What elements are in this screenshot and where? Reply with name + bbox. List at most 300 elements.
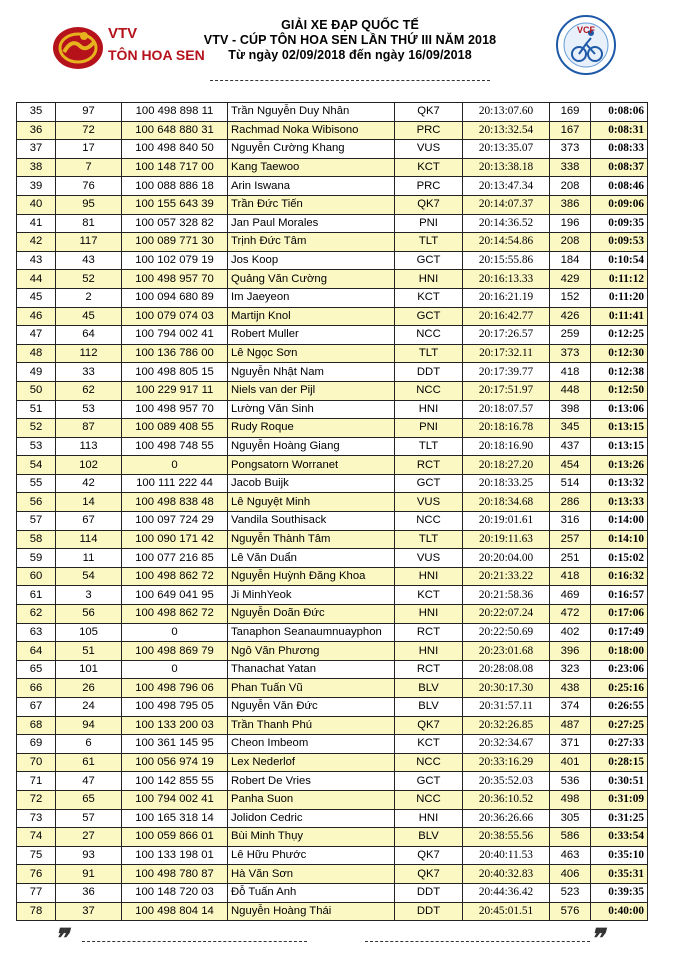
cell-rank: 53 xyxy=(17,437,56,456)
cell-gap: 0:10:54 xyxy=(591,251,648,270)
cell-time: 20:45:01.51 xyxy=(463,902,550,921)
cell-bib: 93 xyxy=(56,846,122,865)
cell-team: KCT xyxy=(395,735,463,754)
cell-bib: 72 xyxy=(56,121,122,140)
cell-team: DDT xyxy=(395,902,463,921)
cell-bib: 7 xyxy=(56,158,122,177)
cell-time: 20:17:26.57 xyxy=(463,326,550,345)
cell-time: 20:36:10.52 xyxy=(463,790,550,809)
cell-rank: 68 xyxy=(17,716,56,735)
cell-gap: 0:30:51 xyxy=(591,772,648,791)
table-row xyxy=(17,363,648,382)
cell-name: Trần Thanh Phú xyxy=(228,716,395,735)
cell-bib: 24 xyxy=(56,698,122,717)
cell-bib: 62 xyxy=(56,381,122,400)
cell-time: 20:13:32.54 xyxy=(463,121,550,140)
cell-gap: 0:17:49 xyxy=(591,623,648,642)
cell-rank: 61 xyxy=(17,586,56,605)
cell-uci: 100 498 957 70 xyxy=(122,400,228,419)
table-row xyxy=(17,288,648,307)
table-row xyxy=(17,512,648,531)
cell-uci: 100 133 200 03 xyxy=(122,716,228,735)
cell-time: 20:33:16.29 xyxy=(463,753,550,772)
cell-team: QK7 xyxy=(395,103,463,122)
cell-gap: 0:08:06 xyxy=(591,103,648,122)
cell-name: Ngô Văn Phương xyxy=(228,642,395,661)
table-row xyxy=(17,121,648,140)
cell-pts: 257 xyxy=(550,530,591,549)
cell-team: NCC xyxy=(395,512,463,531)
cell-time: 20:17:32.11 xyxy=(463,344,550,363)
cell-rank: 74 xyxy=(17,828,56,847)
table-row xyxy=(17,809,648,828)
cell-time: 20:13:35.07 xyxy=(463,140,550,159)
cell-uci: 100 089 408 55 xyxy=(122,419,228,438)
cell-time: 20:18:16.78 xyxy=(463,419,550,438)
cell-pts: 401 xyxy=(550,753,591,772)
cell-team: VUS xyxy=(395,549,463,568)
cell-gap: 0:13:06 xyxy=(591,400,648,419)
cell-team: VUS xyxy=(395,140,463,159)
cell-bib: 54 xyxy=(56,567,122,586)
cell-uci: 100 498 796 06 xyxy=(122,679,228,698)
cell-bib: 42 xyxy=(56,474,122,493)
cell-time: 20:13:38.18 xyxy=(463,158,550,177)
table-row xyxy=(17,419,648,438)
cell-uci: 100 498 869 79 xyxy=(122,642,228,661)
cell-uci: 100 088 886 18 xyxy=(122,177,228,196)
cell-pts: 305 xyxy=(550,809,591,828)
cell-name: Jolidon Cedric xyxy=(228,809,395,828)
cell-pts: 398 xyxy=(550,400,591,419)
cell-bib: 6 xyxy=(56,735,122,754)
table-row xyxy=(17,140,648,159)
cell-team: TLT xyxy=(395,344,463,363)
table-row xyxy=(17,326,648,345)
cell-uci: 0 xyxy=(122,660,228,679)
cell-rank: 37 xyxy=(17,140,56,159)
cell-gap: 0:26:55 xyxy=(591,698,648,717)
cell-bib: 3 xyxy=(56,586,122,605)
vcf-logo xyxy=(555,14,617,76)
brand-tonhoasen-text: TÔN HOA SEN xyxy=(108,47,205,63)
cell-name: Quảng Văn Cường xyxy=(228,270,395,289)
cell-uci: 100 361 145 95 xyxy=(122,735,228,754)
cell-gap: 0:35:31 xyxy=(591,865,648,884)
cell-pts: 323 xyxy=(550,660,591,679)
cell-name: Robert Muller xyxy=(228,326,395,345)
cell-uci: 100 229 917 11 xyxy=(122,381,228,400)
cell-bib: 65 xyxy=(56,790,122,809)
cell-time: 20:22:07.24 xyxy=(463,605,550,624)
vtv-tonhoasen-logo xyxy=(50,16,205,76)
cell-pts: 536 xyxy=(550,772,591,791)
cell-bib: 112 xyxy=(56,344,122,363)
cell-bib: 81 xyxy=(56,214,122,233)
cell-name: Robert De Vries xyxy=(228,772,395,791)
table-row xyxy=(17,530,648,549)
cell-bib: 27 xyxy=(56,828,122,847)
cell-pts: 169 xyxy=(550,103,591,122)
cell-gap: 0:13:33 xyxy=(591,493,648,512)
table-row xyxy=(17,381,648,400)
cell-name: Niels van der Pijl xyxy=(228,381,395,400)
cell-pts: 374 xyxy=(550,698,591,717)
cell-team: NCC xyxy=(395,381,463,400)
cell-rank: 65 xyxy=(17,660,56,679)
cell-team: RCT xyxy=(395,660,463,679)
cell-team: BLV xyxy=(395,698,463,717)
cell-pts: 167 xyxy=(550,121,591,140)
cell-gap: 0:12:25 xyxy=(591,326,648,345)
cell-pts: 576 xyxy=(550,902,591,921)
cell-gap: 0:23:06 xyxy=(591,660,648,679)
cell-pts: 514 xyxy=(550,474,591,493)
cell-bib: 114 xyxy=(56,530,122,549)
cell-pts: 498 xyxy=(550,790,591,809)
cell-gap: 0:13:26 xyxy=(591,456,648,475)
cell-rank: 64 xyxy=(17,642,56,661)
cell-time: 20:19:01.61 xyxy=(463,512,550,531)
cell-gap: 0:40:00 xyxy=(591,902,648,921)
cell-uci: 100 089 771 30 xyxy=(122,233,228,252)
cell-name: Lường Văn Sinh xyxy=(228,400,395,419)
cell-name: Im Jaeyeon xyxy=(228,288,395,307)
cell-pts: 373 xyxy=(550,140,591,159)
cell-name: Tanaphon Seanaumnuayphon xyxy=(228,623,395,642)
table-row xyxy=(17,307,648,326)
table-row xyxy=(17,735,648,754)
cell-bib: 33 xyxy=(56,363,122,382)
cell-uci: 100 090 171 42 xyxy=(122,530,228,549)
cell-bib: 102 xyxy=(56,456,122,475)
table-row xyxy=(17,195,648,214)
cell-time: 20:16:13.33 xyxy=(463,270,550,289)
cell-gap: 0:16:57 xyxy=(591,586,648,605)
cell-name: Pongsatorn Worranet xyxy=(228,456,395,475)
cell-pts: 429 xyxy=(550,270,591,289)
results-table-body xyxy=(17,103,648,921)
cell-team: GCT xyxy=(395,251,463,270)
cell-bib: 76 xyxy=(56,177,122,196)
cell-name: Jos Koop xyxy=(228,251,395,270)
cell-uci: 100 148 720 03 xyxy=(122,883,228,902)
cell-team: NCC xyxy=(395,753,463,772)
cell-name: Martijn Knol xyxy=(228,307,395,326)
cell-pts: 406 xyxy=(550,865,591,884)
cell-rank: 51 xyxy=(17,400,56,419)
title-line-3: Từ ngày 02/09/2018 đến ngày 16/09/2018 xyxy=(228,48,472,62)
cell-time: 20:19:11.63 xyxy=(463,530,550,549)
cell-bib: 51 xyxy=(56,642,122,661)
cell-uci: 100 142 855 55 xyxy=(122,772,228,791)
cell-rank: 44 xyxy=(17,270,56,289)
cell-pts: 338 xyxy=(550,158,591,177)
cell-bib: 26 xyxy=(56,679,122,698)
cell-uci: 100 165 318 14 xyxy=(122,809,228,828)
cell-time: 20:13:47.34 xyxy=(463,177,550,196)
table-row xyxy=(17,493,648,512)
cell-pts: 463 xyxy=(550,846,591,865)
header-divider xyxy=(210,80,490,81)
cell-gap: 0:31:09 xyxy=(591,790,648,809)
cell-rank: 63 xyxy=(17,623,56,642)
cell-team: QK7 xyxy=(395,865,463,884)
cell-name: Lê Hữu Phước xyxy=(228,846,395,865)
cell-name: Nguyễn Cường Khang xyxy=(228,140,395,159)
cell-rank: 47 xyxy=(17,326,56,345)
cell-bib: 105 xyxy=(56,623,122,642)
cell-gap: 0:13:15 xyxy=(591,419,648,438)
cell-time: 20:16:42.77 xyxy=(463,307,550,326)
cell-name: Bùi Minh Thụy xyxy=(228,828,395,847)
cell-time: 20:18:16.90 xyxy=(463,437,550,456)
cell-name: Kang Taewoo xyxy=(228,158,395,177)
cell-name: Lex Nederlof xyxy=(228,753,395,772)
cell-name: Thanachat Yatan xyxy=(228,660,395,679)
cell-pts: 469 xyxy=(550,586,591,605)
cell-time: 20:32:34.67 xyxy=(463,735,550,754)
cell-rank: 36 xyxy=(17,121,56,140)
table-row xyxy=(17,772,648,791)
cell-rank: 40 xyxy=(17,195,56,214)
cell-team: GCT xyxy=(395,307,463,326)
cell-pts: 472 xyxy=(550,605,591,624)
cell-rank: 77 xyxy=(17,883,56,902)
cell-time: 20:14:07.37 xyxy=(463,195,550,214)
cell-time: 20:13:07.60 xyxy=(463,103,550,122)
cell-uci: 100 498 862 72 xyxy=(122,605,228,624)
cell-rank: 60 xyxy=(17,567,56,586)
cell-time: 20:17:51.97 xyxy=(463,381,550,400)
cell-team: PNI xyxy=(395,214,463,233)
cell-name: Nguyễn Hoàng Giang xyxy=(228,437,395,456)
cell-rank: 69 xyxy=(17,735,56,754)
cell-time: 20:23:01.68 xyxy=(463,642,550,661)
cell-time: 20:18:33.25 xyxy=(463,474,550,493)
cell-time: 20:22:50.69 xyxy=(463,623,550,642)
table-row xyxy=(17,567,648,586)
cell-uci: 100 498 898 11 xyxy=(122,103,228,122)
cell-gap: 0:18:00 xyxy=(591,642,648,661)
cell-uci: 100 648 880 31 xyxy=(122,121,228,140)
cell-bib: 14 xyxy=(56,493,122,512)
cell-time: 20:18:07.57 xyxy=(463,400,550,419)
cell-rank: 50 xyxy=(17,381,56,400)
cell-gap: 0:13:32 xyxy=(591,474,648,493)
table-row xyxy=(17,437,648,456)
cell-bib: 53 xyxy=(56,400,122,419)
table-row xyxy=(17,177,648,196)
cell-gap: 0:09:53 xyxy=(591,233,648,252)
cell-gap: 0:09:06 xyxy=(591,195,648,214)
cell-gap: 0:33:54 xyxy=(591,828,648,847)
table-row xyxy=(17,828,648,847)
cell-time: 20:38:55.56 xyxy=(463,828,550,847)
cell-team: TLT xyxy=(395,233,463,252)
cell-gap: 0:08:31 xyxy=(591,121,648,140)
cell-rank: 38 xyxy=(17,158,56,177)
page-footer xyxy=(0,925,677,960)
cell-rank: 43 xyxy=(17,251,56,270)
cell-bib: 101 xyxy=(56,660,122,679)
cell-bib: 36 xyxy=(56,883,122,902)
cell-uci: 100 498 804 14 xyxy=(122,902,228,921)
cell-name: Nguyễn Huỳnh Đăng Khoa xyxy=(228,567,395,586)
cell-name: Đỗ Tuấn Anh xyxy=(228,883,395,902)
cell-pts: 454 xyxy=(550,456,591,475)
cell-pts: 259 xyxy=(550,326,591,345)
cell-time: 20:36:26.66 xyxy=(463,809,550,828)
results-table xyxy=(16,102,648,921)
cell-uci: 100 794 002 41 xyxy=(122,790,228,809)
cell-pts: 316 xyxy=(550,512,591,531)
cell-bib: 45 xyxy=(56,307,122,326)
cell-uci: 100 133 198 01 xyxy=(122,846,228,865)
cell-time: 20:16:21.19 xyxy=(463,288,550,307)
cell-pts: 251 xyxy=(550,549,591,568)
cell-name: Arin Iswana xyxy=(228,177,395,196)
cell-name: Lê Văn Duẩn xyxy=(228,549,395,568)
cell-team: RCT xyxy=(395,456,463,475)
cell-gap: 0:27:25 xyxy=(591,716,648,735)
table-row xyxy=(17,660,648,679)
cell-uci: 100 794 002 41 xyxy=(122,326,228,345)
table-row xyxy=(17,103,648,122)
cell-uci: 100 079 074 03 xyxy=(122,307,228,326)
cell-gap: 0:11:12 xyxy=(591,270,648,289)
cell-rank: 73 xyxy=(17,809,56,828)
cell-pts: 448 xyxy=(550,381,591,400)
cell-gap: 0:08:37 xyxy=(591,158,648,177)
cell-gap: 0:31:25 xyxy=(591,809,648,828)
cell-rank: 41 xyxy=(17,214,56,233)
cell-team: HNI xyxy=(395,400,463,419)
cell-time: 20:28:08.08 xyxy=(463,660,550,679)
cell-team: VUS xyxy=(395,493,463,512)
cell-name: Nguyễn Nhật Nam xyxy=(228,363,395,382)
cell-team: KCT xyxy=(395,158,463,177)
table-row xyxy=(17,251,648,270)
cell-gap: 0:08:46 xyxy=(591,177,648,196)
cell-team: HNI xyxy=(395,605,463,624)
cell-gap: 0:28:15 xyxy=(591,753,648,772)
cell-uci: 100 148 717 00 xyxy=(122,158,228,177)
cell-name: Lê Ngọc Sơn xyxy=(228,344,395,363)
cell-team: GCT xyxy=(395,474,463,493)
cell-bib: 91 xyxy=(56,865,122,884)
cell-rank: 39 xyxy=(17,177,56,196)
cell-time: 20:14:36.52 xyxy=(463,214,550,233)
cell-name: Nguyễn Hoàng Thái xyxy=(228,902,395,921)
table-row xyxy=(17,158,648,177)
table-row xyxy=(17,586,648,605)
cell-rank: 59 xyxy=(17,549,56,568)
cell-team: HNI xyxy=(395,809,463,828)
cell-pts: 523 xyxy=(550,883,591,902)
cell-name: Jan Paul Morales xyxy=(228,214,395,233)
cell-rank: 57 xyxy=(17,512,56,531)
cell-time: 20:44:36.42 xyxy=(463,883,550,902)
brand-vcf-text: VCF xyxy=(577,25,595,35)
cell-team: QK7 xyxy=(395,846,463,865)
cell-pts: 487 xyxy=(550,716,591,735)
cell-pts: 208 xyxy=(550,177,591,196)
cell-rank: 46 xyxy=(17,307,56,326)
cell-uci: 100 498 805 15 xyxy=(122,363,228,382)
cell-pts: 373 xyxy=(550,344,591,363)
cell-name: Rudy Roque xyxy=(228,419,395,438)
cell-time: 20:40:32.83 xyxy=(463,865,550,884)
cell-rank: 76 xyxy=(17,865,56,884)
cell-gap: 0:27:33 xyxy=(591,735,648,754)
cell-time: 20:21:58.36 xyxy=(463,586,550,605)
cell-pts: 396 xyxy=(550,642,591,661)
table-row xyxy=(17,270,648,289)
cell-uci: 100 498 838 48 xyxy=(122,493,228,512)
cell-team: GCT xyxy=(395,772,463,791)
cell-rank: 49 xyxy=(17,363,56,382)
table-row xyxy=(17,790,648,809)
cell-bib: 117 xyxy=(56,233,122,252)
cell-pts: 426 xyxy=(550,307,591,326)
cell-rank: 35 xyxy=(17,103,56,122)
cell-uci: 100 498 957 70 xyxy=(122,270,228,289)
cell-uci: 100 059 866 01 xyxy=(122,828,228,847)
footer-line-right xyxy=(365,941,590,942)
cell-uci: 100 097 724 29 xyxy=(122,512,228,531)
cell-team: HNI xyxy=(395,567,463,586)
cell-name: Vandila Southisack xyxy=(228,512,395,531)
table-row xyxy=(17,605,648,624)
table-row xyxy=(17,883,648,902)
cell-bib: 57 xyxy=(56,809,122,828)
cell-pts: 437 xyxy=(550,437,591,456)
cell-name: Ji MinhYeok xyxy=(228,586,395,605)
cell-uci: 100 102 079 19 xyxy=(122,251,228,270)
cell-team: QK7 xyxy=(395,195,463,214)
cell-bib: 17 xyxy=(56,140,122,159)
cell-name: Cheon Imbeom xyxy=(228,735,395,754)
cell-rank: 66 xyxy=(17,679,56,698)
table-row xyxy=(17,698,648,717)
cell-team: RCT xyxy=(395,623,463,642)
cell-rank: 55 xyxy=(17,474,56,493)
cell-bib: 47 xyxy=(56,772,122,791)
cell-time: 20:30:17.30 xyxy=(463,679,550,698)
cell-name: Jacob Buijk xyxy=(228,474,395,493)
cell-bib: 95 xyxy=(56,195,122,214)
cell-team: KCT xyxy=(395,586,463,605)
cell-gap: 0:39:35 xyxy=(591,883,648,902)
table-row xyxy=(17,623,648,642)
cell-name: Nguyễn Văn Đức xyxy=(228,698,395,717)
cell-team: TLT xyxy=(395,530,463,549)
cell-rank: 42 xyxy=(17,233,56,252)
cell-uci: 100 056 974 19 xyxy=(122,753,228,772)
brand-vtv-text: VTV xyxy=(108,25,138,42)
cell-time: 20:20:04.00 xyxy=(463,549,550,568)
cell-rank: 62 xyxy=(17,605,56,624)
cell-name: Hà Văn Sơn xyxy=(228,865,395,884)
page-header xyxy=(0,0,677,100)
cell-pts: 345 xyxy=(550,419,591,438)
table-row xyxy=(17,474,648,493)
cell-rank: 45 xyxy=(17,288,56,307)
cell-gap: 0:11:20 xyxy=(591,288,648,307)
cell-gap: 0:12:38 xyxy=(591,363,648,382)
cell-bib: 37 xyxy=(56,902,122,921)
